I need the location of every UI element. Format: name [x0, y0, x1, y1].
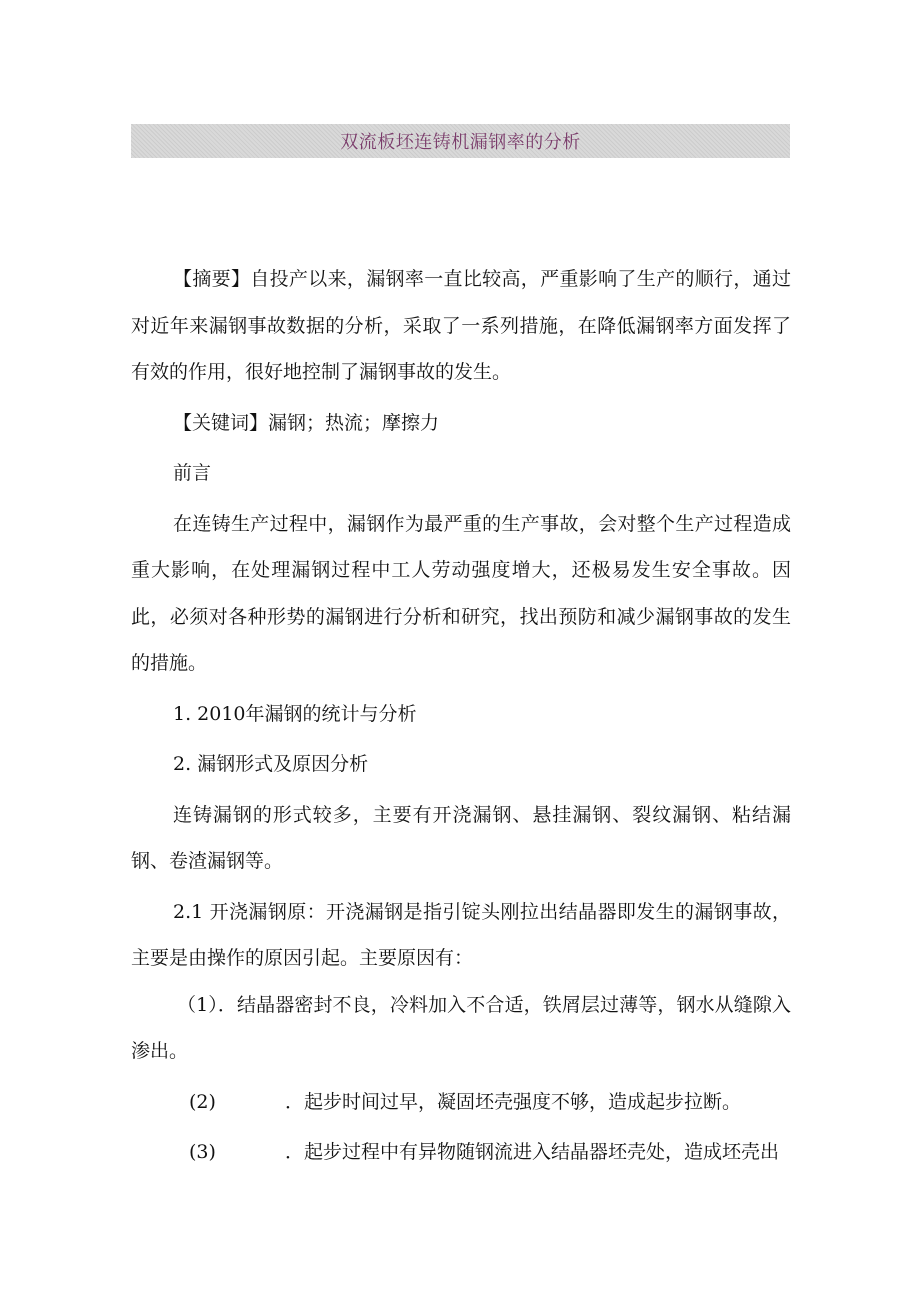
section-2-paragraph: 连铸漏钢的形式较多，主要有开浇漏钢、悬挂漏钢、裂纹漏钢、粘结漏钢、卷渣漏钢等。 — [131, 803, 791, 872]
list-item-3-text: ．起步过程中有异物随钢流进入结晶器坯壳处，造成坯壳出 — [285, 1141, 780, 1163]
list-item-2-number: (2) — [189, 1090, 216, 1113]
abstract-paragraph: 【摘要】自投产以来，漏钢率一直比较高，严重影响了生产的顺行，通过对近年来漏钢事故数据的分析，采取了一系列措施，在降低漏钢率方面发挥了有效的作用，很好地控制了漏钢事故的发生。 — [131, 268, 791, 383]
section-2-heading: 2. 漏钢形式及原因分析 — [173, 753, 369, 775]
title-banner — [131, 124, 790, 158]
section-2-1-paragraph: 2.1 开浇漏钢原：开浇漏钢是指引锭头刚拉出结晶器即发生的漏钢事故，主要是由操作的原因引起。主要原因有： — [131, 900, 791, 969]
list-item-2 — [131, 1079, 791, 1126]
preface-paragraph: 在连铸生产过程中，漏钢作为最严重的生产事故，会对整个生产过程造成重大影响，在处理漏钢过程中工人劳动强度增大，还极易发生安全事故。因此，必须对各种形势的漏钢进行分析和研究，找出预防和减少漏钢事故的发生的措施。 — [131, 512, 791, 674]
preface-heading: 前言 — [173, 462, 212, 484]
document-title: 双流板坯连铸机漏钢率的分析 — [340, 132, 581, 153]
section-1-heading: 1. 2010年漏钢的统计与分析 — [173, 702, 417, 725]
document-body — [131, 256, 791, 1176]
list-item-3 — [131, 1129, 791, 1176]
list-item-2-text: ．起步时间过早，凝固坯壳强度不够，造成起步拉断。 — [285, 1090, 742, 1113]
keywords-paragraph: 【关键词】漏钢；热流；摩擦力 — [173, 411, 440, 434]
list-item-1: （1）．结晶器密封不良，冷料加入不合适，铁屑层过薄等，钢水从缝隙入渗出。 — [131, 993, 791, 1062]
list-item-3-number: (3) — [189, 1141, 216, 1163]
